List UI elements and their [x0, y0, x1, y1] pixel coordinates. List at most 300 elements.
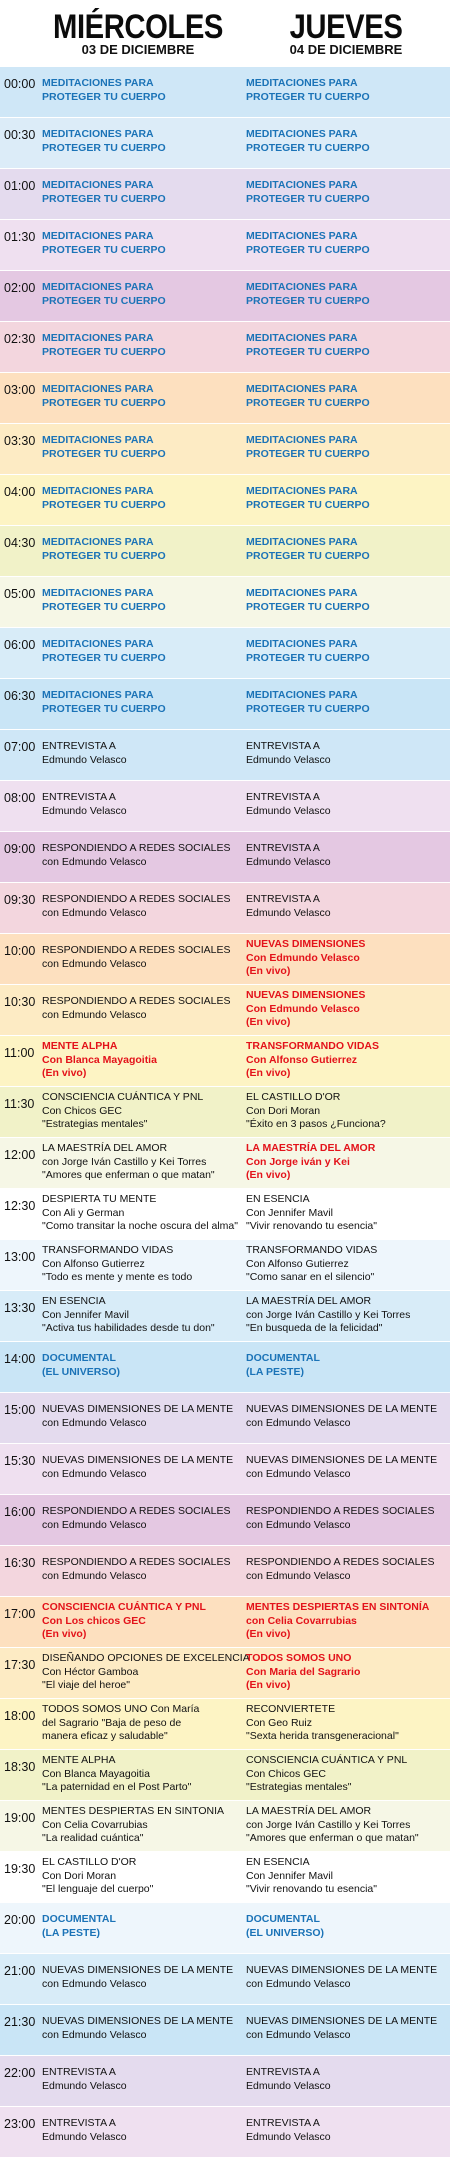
- program-line: NUEVAS DIMENSIONES DE LA MENTE: [246, 2015, 438, 2027]
- program-line: Con Héctor Gamboa: [42, 1665, 139, 1678]
- schedule-row: [0, 1902, 450, 1953]
- schedule-row: [0, 1851, 450, 1902]
- schedule-row: [0, 678, 450, 729]
- day-name: JUEVES: [289, 8, 403, 46]
- program-line: manera eficaz y saludable": [42, 1730, 168, 1742]
- program-line: con Edmundo Velasco: [42, 855, 147, 868]
- program-line: NUEVAS DIMENSIONES DE LA MENTE: [246, 1964, 438, 1976]
- program-line: Edmundo Velasco: [42, 804, 127, 817]
- program-cell-thursday: [246, 1193, 446, 1234]
- program-line: MEDITACIONES PARA: [42, 689, 154, 701]
- program-line: EN ESENCIA: [246, 1856, 310, 1868]
- time-label: 02:00: [4, 281, 36, 295]
- time-label: 21:00: [4, 1964, 36, 1978]
- time-label: 08:00: [4, 791, 36, 805]
- time-label: 03:30: [4, 434, 36, 448]
- program-line: RESPONDIENDO A REDES SOCIALES: [42, 995, 231, 1007]
- day-name: MIÉRCOLES: [53, 8, 223, 46]
- program-line: PROTEGER TU CUERPO: [246, 90, 370, 103]
- time-label: 01:00: [4, 179, 36, 193]
- program-line: PROTEGER TU CUERPO: [246, 549, 370, 562]
- program-line: PROTEGER TU CUERPO: [42, 600, 166, 613]
- time-label: 16:00: [4, 1505, 36, 1519]
- program-cell-wednesday: [42, 587, 242, 614]
- program-cell-wednesday: [42, 2066, 242, 2093]
- program-line: (En vivo): [42, 1067, 87, 1079]
- time-label: 11:30: [4, 1097, 35, 1111]
- time-label: 01:30: [4, 230, 36, 244]
- time-label: 19:30: [4, 1862, 36, 1876]
- program-line: ENTREVISTA A: [246, 2066, 320, 2078]
- program-line: Edmundo Velasco: [246, 906, 331, 919]
- program-cell-wednesday: [42, 1454, 242, 1481]
- program-line: PROTEGER TU CUERPO: [42, 651, 166, 664]
- program-line: PROTEGER TU CUERPO: [246, 498, 370, 511]
- schedule-row: [0, 1800, 450, 1851]
- program-line: DOCUMENTAL: [246, 1352, 320, 1364]
- program-cell-thursday: [246, 1244, 446, 1285]
- program-line: (LA PESTE): [246, 1365, 304, 1378]
- schedule-row: [0, 66, 450, 117]
- schedule-row: [0, 1035, 450, 1086]
- program-line: MEDITACIONES PARA: [246, 689, 358, 701]
- schedule-row: [0, 372, 450, 423]
- program-line: MEDITACIONES PARA: [246, 281, 358, 293]
- program-line: PROTEGER TU CUERPO: [246, 141, 370, 154]
- program-cell-thursday: [246, 638, 446, 665]
- program-line: NUEVAS DIMENSIONES DE LA MENTE: [42, 1454, 234, 1466]
- program-line: MENTE ALPHA: [42, 1040, 118, 1052]
- program-line: con Edmundo Velasco: [246, 1977, 351, 1990]
- program-line: Con Chicos GEC: [246, 1767, 326, 1780]
- program-cell-wednesday: [42, 434, 242, 461]
- program-cell-wednesday: [42, 1913, 242, 1940]
- schedule-row: [0, 1749, 450, 1800]
- schedule-row: [0, 1086, 450, 1137]
- program-line: con Edmundo Velasco: [42, 1977, 147, 1990]
- program-line: "Estrategias mentales": [246, 1781, 352, 1793]
- program-line: Con Dori Moran: [42, 1869, 117, 1882]
- program-line: Con Blanca Mayagoitia: [42, 1767, 150, 1780]
- program-line: PROTEGER TU CUERPO: [246, 294, 370, 307]
- program-cell-wednesday: [42, 536, 242, 563]
- program-line: (En vivo): [246, 1067, 291, 1079]
- program-line: ENTREVISTA A: [246, 893, 320, 905]
- program-line: TODOS SOMOS UNO Con María: [42, 1703, 200, 1715]
- program-line: Edmundo Velasco: [42, 2130, 127, 2143]
- time-label: 14:00: [4, 1352, 36, 1366]
- program-cell-wednesday: [42, 332, 242, 359]
- time-label: 13:30: [4, 1301, 36, 1315]
- program-cell-thursday: [246, 1964, 446, 1991]
- program-line: con Edmundo Velasco: [42, 1416, 147, 1429]
- schedule-header: [0, 0, 450, 64]
- schedule-row: [0, 168, 450, 219]
- schedule-row: [0, 525, 450, 576]
- program-line: (EL UNIVERSO): [246, 1926, 324, 1939]
- program-line: EL CASTILLO D'OR: [42, 1856, 137, 1868]
- program-line: CONSCIENCIA CUÁNTICA Y PNL: [42, 1091, 204, 1103]
- program-cell-wednesday: [42, 893, 242, 920]
- program-line: Edmundo Velasco: [246, 753, 331, 766]
- program-line: PROTEGER TU CUERPO: [246, 447, 370, 460]
- program-cell-thursday: [246, 893, 446, 920]
- program-line: TRANSFORMANDO VIDAS: [246, 1040, 379, 1052]
- program-line: Con Maria del Sagrario: [246, 1665, 361, 1678]
- schedule-row: [0, 321, 450, 372]
- schedule-row: [0, 1137, 450, 1188]
- program-cell-wednesday: [42, 2117, 242, 2144]
- program-cell-wednesday: [42, 1040, 242, 1081]
- schedule-row: [0, 1494, 450, 1545]
- program-line: con Edmundo Velasco: [42, 1518, 147, 1531]
- program-line: MEDITACIONES PARA: [42, 77, 154, 89]
- program-cell-thursday: [246, 1091, 446, 1132]
- time-label: 04:30: [4, 536, 36, 550]
- program-line: MENTE ALPHA: [42, 1754, 116, 1766]
- time-label: 09:30: [4, 893, 36, 907]
- program-line: LA MAESTRÍA DEL AMOR: [246, 1805, 372, 1817]
- program-line: MEDITACIONES PARA: [246, 383, 358, 395]
- program-line: MEDITACIONES PARA: [246, 332, 358, 344]
- program-line: MENTES DESPIERTAS EN SINTONÍA: [246, 1601, 430, 1613]
- program-line: PROTEGER TU CUERPO: [42, 294, 166, 307]
- program-line: DESPIERTA TU MENTE: [42, 1193, 157, 1205]
- program-line: Edmundo Velasco: [246, 2130, 331, 2143]
- program-line: Con Alfonso Gutierrez: [246, 1257, 349, 1270]
- program-line: Con Blanca Mayagoitia: [42, 1053, 157, 1066]
- program-line: DISEÑANDO OPCIONES DE EXCELENCIA: [42, 1652, 250, 1664]
- program-line: RESPONDIENDO A REDES SOCIALES: [42, 1556, 231, 1568]
- program-cell-thursday: [246, 740, 446, 767]
- program-line: Con Geo Ruiz: [246, 1716, 312, 1729]
- program-line: MEDITACIONES PARA: [246, 128, 358, 140]
- program-cell-wednesday: [42, 1193, 242, 1234]
- time-label: 03:00: [4, 383, 36, 397]
- program-line: "Vivir renovando tu esencia": [246, 1883, 378, 1895]
- program-line: Edmundo Velasco: [42, 753, 127, 766]
- program-line: Edmundo Velasco: [246, 804, 331, 817]
- time-label: 00:30: [4, 128, 36, 142]
- schedule-row: [0, 780, 450, 831]
- program-line: con Edmundo Velasco: [42, 1467, 147, 1480]
- program-line: MEDITACIONES PARA: [42, 434, 154, 446]
- program-line: ENTREVISTA A: [246, 842, 320, 854]
- program-line: con Edmundo Velasco: [42, 1569, 147, 1582]
- program-line: MEDITACIONES PARA: [42, 485, 154, 497]
- program-line: CONSCIENCIA CUÁNTICA Y PNL: [246, 1754, 408, 1766]
- program-line: con Edmundo Velasco: [42, 957, 147, 970]
- program-line: NUEVAS DIMENSIONES: [246, 989, 366, 1001]
- program-cell-thursday: [246, 1556, 446, 1583]
- program-line: Con Edmundo Velasco: [246, 951, 360, 964]
- program-line: CONSCIENCIA CUÁNTICA Y PNL: [42, 1601, 206, 1613]
- program-line: MEDITACIONES PARA: [246, 638, 358, 650]
- time-label: 22:00: [4, 2066, 36, 2080]
- program-line: MEDITACIONES PARA: [42, 179, 154, 191]
- schedule-row: [0, 933, 450, 984]
- program-line: ENTREVISTA A: [246, 740, 320, 752]
- program-cell-thursday: [246, 1142, 446, 1183]
- program-line: ENTREVISTA A: [42, 740, 116, 752]
- program-cell-thursday: [246, 989, 446, 1030]
- program-line: "Estrategias mentales": [42, 1118, 148, 1130]
- program-cell-wednesday: [42, 842, 242, 869]
- program-cell-thursday: [246, 1454, 446, 1481]
- program-line: PROTEGER TU CUERPO: [42, 447, 166, 460]
- program-cell-wednesday: [42, 383, 242, 410]
- schedule-row: [0, 882, 450, 933]
- program-cell-thursday: [246, 842, 446, 869]
- time-label: 17:30: [4, 1658, 36, 1672]
- program-line: MEDITACIONES PARA: [42, 281, 154, 293]
- program-line: PROTEGER TU CUERPO: [246, 345, 370, 358]
- program-cell-wednesday: [42, 2015, 242, 2042]
- day-header-left: [28, 10, 248, 57]
- program-line: con Edmundo Velasco: [246, 2028, 351, 2041]
- program-line: MEDITACIONES PARA: [42, 383, 154, 395]
- program-line: PROTEGER TU CUERPO: [42, 90, 166, 103]
- time-label: 12:00: [4, 1148, 36, 1162]
- program-line: PROTEGER TU CUERPO: [246, 192, 370, 205]
- program-cell-thursday: [246, 791, 446, 818]
- program-cell-wednesday: [42, 1403, 242, 1430]
- time-label: 05:00: [4, 587, 36, 601]
- time-label: 15:00: [4, 1403, 36, 1417]
- program-line: NUEVAS DIMENSIONES: [246, 938, 366, 950]
- time-label: 06:00: [4, 638, 36, 652]
- program-cell-thursday: [246, 1403, 446, 1430]
- program-cell-wednesday: [42, 791, 242, 818]
- program-line: MEDITACIONES PARA: [42, 587, 154, 599]
- program-cell-thursday: [246, 1601, 446, 1642]
- program-line: con Jorge Iván Castillo y Kei Torres: [42, 1155, 207, 1168]
- schedule-row: [0, 984, 450, 1035]
- schedule-row: [0, 627, 450, 678]
- program-line: EN ESENCIA: [246, 1193, 310, 1205]
- program-cell-thursday: [246, 536, 446, 563]
- time-label: 10:00: [4, 944, 36, 958]
- program-line: TRANSFORMANDO VIDAS: [42, 1244, 174, 1256]
- program-line: con Edmundo Velasco: [246, 1569, 351, 1582]
- program-line: con Edmundo Velasco: [42, 2028, 147, 2041]
- day-date: 04 DE DICIEMBRE: [289, 42, 403, 57]
- schedule-row: [0, 1647, 450, 1698]
- program-line: "Como sanar en el silencio": [246, 1271, 375, 1283]
- program-line: LA MAESTRÍA DEL AMOR: [246, 1295, 372, 1307]
- program-line: del Sagrario "Baja de peso de: [42, 1716, 182, 1729]
- program-line: LA MAESTRÍA DEL AMOR: [42, 1142, 168, 1154]
- program-cell-thursday: [246, 938, 446, 979]
- program-line: Con Dori Moran: [246, 1104, 321, 1117]
- program-cell-thursday: [246, 587, 446, 614]
- program-line: DOCUMENTAL: [42, 1913, 116, 1925]
- program-line: MEDITACIONES PARA: [42, 638, 154, 650]
- schedule-row: [0, 219, 450, 270]
- schedule-row: [0, 1596, 450, 1647]
- program-line: PROTEGER TU CUERPO: [42, 396, 166, 409]
- program-line: con Edmundo Velasco: [42, 906, 147, 919]
- program-line: EL CASTILLO D'OR: [246, 1091, 341, 1103]
- program-line: MEDITACIONES PARA: [246, 77, 358, 89]
- program-line: Edmundo Velasco: [42, 2079, 127, 2092]
- program-line: "Como transitar la noche oscura del alma": [42, 1220, 238, 1232]
- program-line: "Todo es mente y mente es todo: [42, 1271, 193, 1283]
- program-cell-thursday: [246, 434, 446, 461]
- program-line: DOCUMENTAL: [42, 1352, 116, 1364]
- program-cell-thursday: [246, 1352, 446, 1379]
- program-line: "La paternidad en el Post Parto": [42, 1781, 192, 1793]
- program-line: MEDITACIONES PARA: [42, 536, 154, 548]
- program-line: MENTES DESPIERTAS EN SINTONIA: [42, 1805, 225, 1817]
- program-cell-thursday: [246, 1505, 446, 1532]
- schedule-row: [0, 1392, 450, 1443]
- program-line: PROTEGER TU CUERPO: [42, 243, 166, 256]
- schedule-row: [0, 270, 450, 321]
- program-cell-thursday: [246, 1805, 446, 1846]
- program-line: ENTREVISTA A: [246, 791, 320, 803]
- program-line: TODOS SOMOS UNO: [246, 1652, 352, 1664]
- time-label: 20:00: [4, 1913, 36, 1927]
- program-line: con Edmundo Velasco: [246, 1467, 351, 1480]
- program-cell-wednesday: [42, 689, 242, 716]
- schedule-row: [0, 729, 450, 780]
- program-cell-thursday: [246, 77, 446, 104]
- schedule-row: [0, 1341, 450, 1392]
- program-line: ENTREVISTA A: [42, 2117, 116, 2129]
- program-line: NUEVAS DIMENSIONES DE LA MENTE: [246, 1403, 438, 1415]
- program-line: MEDITACIONES PARA: [246, 179, 358, 191]
- program-line: (EL UNIVERSO): [42, 1365, 120, 1378]
- program-line: con Edmundo Velasco: [42, 1008, 147, 1021]
- program-cell-wednesday: [42, 1703, 242, 1744]
- program-line: RESPONDIENDO A REDES SOCIALES: [42, 944, 231, 956]
- program-cell-wednesday: [42, 230, 242, 257]
- program-cell-wednesday: [42, 1556, 242, 1583]
- program-line: ENTREVISTA A: [42, 791, 116, 803]
- time-label: 12:30: [4, 1199, 36, 1213]
- program-cell-wednesday: [42, 1244, 242, 1285]
- program-line: PROTEGER TU CUERPO: [246, 702, 370, 715]
- program-cell-wednesday: [42, 995, 242, 1022]
- program-line: MEDITACIONES PARA: [246, 434, 358, 446]
- schedule-row: [0, 2106, 450, 2157]
- program-cell-wednesday: [42, 179, 242, 206]
- program-line: (LA PESTE): [42, 1926, 100, 1939]
- program-cell-thursday: [246, 1913, 446, 1940]
- program-cell-thursday: [246, 383, 446, 410]
- time-label: 19:00: [4, 1811, 36, 1825]
- day-header-right: [236, 10, 456, 57]
- program-line: Con Jorge iván y Kei: [246, 1155, 350, 1168]
- program-line: ENTREVISTA A: [246, 2117, 320, 2129]
- schedule-row: [0, 1953, 450, 2004]
- program-cell-thursday: [246, 332, 446, 359]
- schedule-row: [0, 1239, 450, 1290]
- program-line: "Activa tus habilidades desde tu don": [42, 1322, 215, 1334]
- program-cell-wednesday: [42, 1295, 242, 1336]
- time-label: 16:30: [4, 1556, 36, 1570]
- program-cell-wednesday: [42, 281, 242, 308]
- program-line: LA MAESTRÍA DEL AMOR: [246, 1142, 376, 1154]
- program-line: (En vivo): [246, 1169, 291, 1181]
- program-line: PROTEGER TU CUERPO: [246, 396, 370, 409]
- program-line: (En vivo): [246, 965, 291, 977]
- time-label: 06:30: [4, 689, 36, 703]
- program-line: DOCUMENTAL: [246, 1913, 320, 1925]
- program-cell-wednesday: [42, 1964, 242, 1991]
- program-line: PROTEGER TU CUERPO: [42, 192, 166, 205]
- schedule-grid: [0, 66, 450, 2157]
- program-line: "Amores que enferman o que matan": [246, 1832, 419, 1844]
- time-label: 18:30: [4, 1760, 36, 1774]
- program-cell-wednesday: [42, 128, 242, 155]
- program-cell-wednesday: [42, 77, 242, 104]
- program-line: TRANSFORMANDO VIDAS: [246, 1244, 378, 1256]
- program-line: "El viaje del heroe": [42, 1679, 131, 1691]
- program-line: (En vivo): [246, 1628, 291, 1640]
- time-label: 10:30: [4, 995, 36, 1009]
- program-cell-wednesday: [42, 1352, 242, 1379]
- program-line: Con Alfonso Gutierrez: [42, 1257, 145, 1270]
- program-cell-thursday: [246, 1856, 446, 1897]
- program-line: MEDITACIONES PARA: [42, 332, 154, 344]
- program-line: PROTEGER TU CUERPO: [246, 600, 370, 613]
- time-label: 18:00: [4, 1709, 36, 1723]
- program-line: "Amores que enferman o que matan": [42, 1169, 215, 1181]
- program-cell-thursday: [246, 1652, 446, 1693]
- program-cell-wednesday: [42, 1652, 250, 1693]
- program-line: con Jorge Iván Castillo y Kei Torres: [246, 1308, 411, 1321]
- program-line: ENTREVISTA A: [42, 2066, 116, 2078]
- program-line: Con Jennifer Mavil: [246, 1206, 333, 1219]
- time-label: 07:00: [4, 740, 36, 754]
- program-line: "La realidad cuántica": [42, 1832, 144, 1844]
- program-line: con Celia Covarrubias: [246, 1614, 357, 1627]
- program-line: PROTEGER TU CUERPO: [246, 243, 370, 256]
- program-line: Edmundo Velasco: [246, 855, 331, 868]
- time-label: 09:00: [4, 842, 36, 856]
- program-cell-wednesday: [42, 1505, 242, 1532]
- program-line: MEDITACIONES PARA: [42, 230, 154, 242]
- time-label: 17:00: [4, 1607, 36, 1621]
- program-line: "Sexta herida transgeneracional": [246, 1730, 399, 1742]
- program-line: Con Edmundo Velasco: [246, 1002, 360, 1015]
- program-cell-thursday: [246, 1703, 446, 1744]
- program-cell-wednesday: [42, 1091, 242, 1132]
- program-line: PROTEGER TU CUERPO: [42, 141, 166, 154]
- program-line: Con Chicos GEC: [42, 1104, 122, 1117]
- program-line: MEDITACIONES PARA: [246, 587, 358, 599]
- time-label: 23:00: [4, 2117, 36, 2131]
- program-line: con Edmundo Velasco: [246, 1518, 351, 1531]
- program-line: "En busqueda de la felicidad": [246, 1322, 383, 1334]
- program-line: "Vivir renovando tu esencia": [246, 1220, 378, 1232]
- time-label: 04:00: [4, 485, 36, 499]
- program-line: RESPONDIENDO A REDES SOCIALES: [42, 1505, 231, 1517]
- day-date: 03 DE DICIEMBRE: [81, 42, 195, 57]
- program-cell-wednesday: [42, 1856, 242, 1897]
- program-line: Edmundo Velasco: [246, 2079, 331, 2092]
- schedule-row: [0, 117, 450, 168]
- program-cell-thursday: [246, 281, 446, 308]
- program-cell-thursday: [246, 1040, 446, 1081]
- program-line: RESPONDIENDO A REDES SOCIALES: [42, 842, 231, 854]
- program-line: MEDITACIONES PARA: [246, 230, 358, 242]
- time-label: 13:00: [4, 1250, 36, 1264]
- time-label: 15:30: [4, 1454, 36, 1468]
- program-line: "El lenguaje del cuerpo": [42, 1883, 154, 1895]
